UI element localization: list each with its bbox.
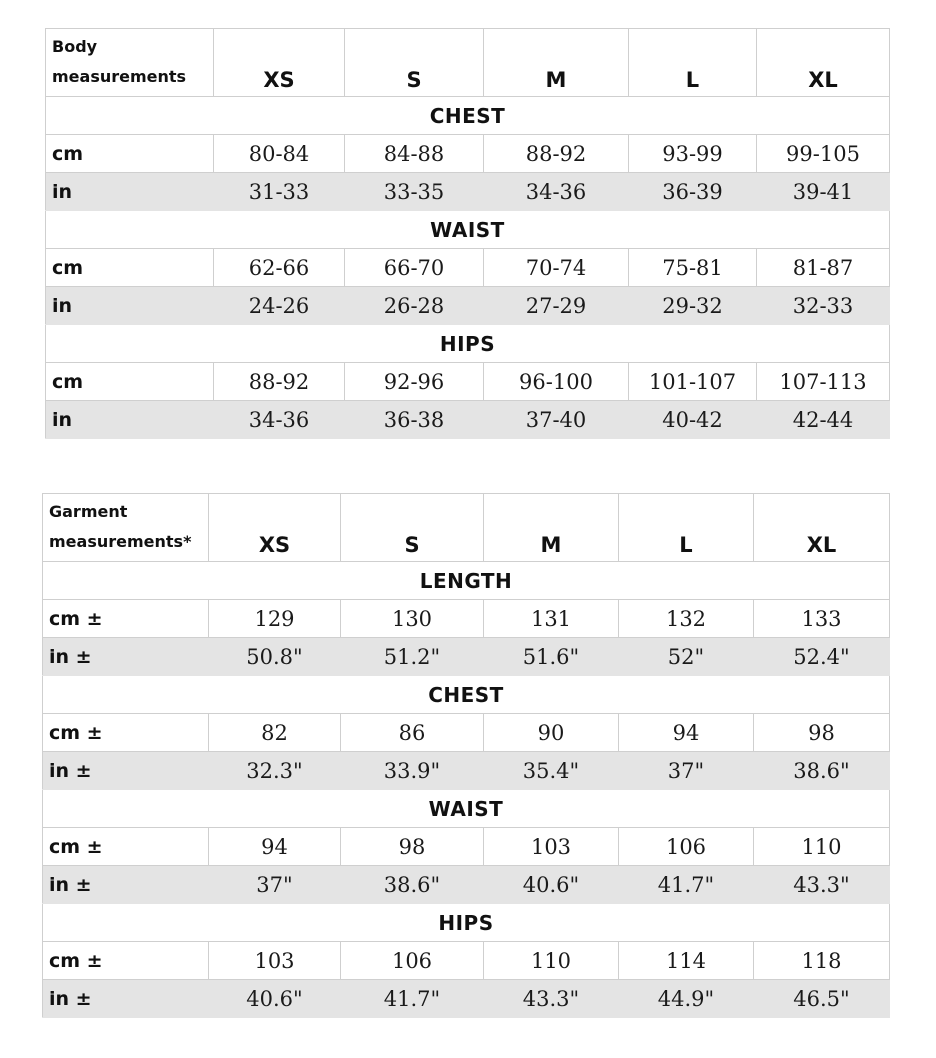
section-title-hips: HIPS xyxy=(43,904,890,942)
unit-label: cm ± xyxy=(43,942,209,980)
value-cell: 31-33 xyxy=(214,173,345,211)
header-label-line2: measurements* xyxy=(49,532,192,551)
table-row xyxy=(46,401,890,439)
value-cell: 36-39 xyxy=(629,173,757,211)
header-row xyxy=(43,494,890,562)
section-title-hips: HIPS xyxy=(46,325,890,363)
value-cell: 51.2" xyxy=(341,638,484,676)
unit-label: in xyxy=(46,173,214,211)
value-cell: 84-88 xyxy=(345,135,484,173)
section-title-chest: CHEST xyxy=(46,97,890,135)
size-header-s: S xyxy=(345,29,484,97)
value-cell: 106 xyxy=(341,942,484,980)
value-cell: 27-29 xyxy=(484,287,629,325)
value-cell: 103 xyxy=(209,942,341,980)
value-cell: 38.6" xyxy=(341,866,484,904)
value-cell: 86 xyxy=(341,714,484,752)
size-header-m: M xyxy=(484,29,629,97)
value-cell: 26-28 xyxy=(345,287,484,325)
value-cell: 94 xyxy=(619,714,754,752)
section-row xyxy=(43,790,890,828)
value-cell: 88-92 xyxy=(484,135,629,173)
value-cell: 96-100 xyxy=(484,363,629,401)
value-cell: 129 xyxy=(209,600,341,638)
value-cell: 98 xyxy=(754,714,890,752)
value-cell: 98 xyxy=(341,828,484,866)
value-cell: 36-38 xyxy=(345,401,484,439)
header-label-cell xyxy=(43,494,209,562)
table-row xyxy=(43,638,890,676)
value-cell: 107-113 xyxy=(757,363,890,401)
value-cell: 132 xyxy=(619,600,754,638)
size-header-m: M xyxy=(484,494,619,562)
value-cell: 37" xyxy=(619,752,754,790)
unit-label: in ± xyxy=(43,980,209,1018)
value-cell: 103 xyxy=(484,828,619,866)
header-label-line1: Garment xyxy=(49,502,128,521)
value-cell: 41.7" xyxy=(341,980,484,1018)
table-row xyxy=(46,249,890,287)
value-cell: 40.6" xyxy=(209,980,341,1018)
value-cell: 131 xyxy=(484,600,619,638)
section-title-chest: CHEST xyxy=(43,676,890,714)
value-cell: 82 xyxy=(209,714,341,752)
value-cell: 80-84 xyxy=(214,135,345,173)
value-cell: 88-92 xyxy=(214,363,345,401)
unit-label: cm xyxy=(46,135,214,173)
section-row xyxy=(43,904,890,942)
table-row xyxy=(46,363,890,401)
table-row xyxy=(43,866,890,904)
value-cell: 50.8" xyxy=(209,638,341,676)
value-cell: 92-96 xyxy=(345,363,484,401)
section-title-waist: WAIST xyxy=(46,211,890,249)
value-cell: 33-35 xyxy=(345,173,484,211)
unit-label: cm ± xyxy=(43,600,209,638)
table-row xyxy=(43,828,890,866)
value-cell: 110 xyxy=(754,828,890,866)
table-row xyxy=(43,942,890,980)
garment-measurements-body xyxy=(43,494,890,1018)
size-header-l: L xyxy=(629,29,757,97)
unit-label: cm xyxy=(46,363,214,401)
value-cell: 43.3" xyxy=(484,980,619,1018)
value-cell: 37-40 xyxy=(484,401,629,439)
value-cell: 110 xyxy=(484,942,619,980)
size-header-s: S xyxy=(341,494,484,562)
unit-label: in xyxy=(46,401,214,439)
value-cell: 43.3" xyxy=(754,866,890,904)
unit-label: cm ± xyxy=(43,714,209,752)
size-header-xs: XS xyxy=(214,29,345,97)
value-cell: 40-42 xyxy=(629,401,757,439)
value-cell: 33.9" xyxy=(341,752,484,790)
value-cell: 38.6" xyxy=(754,752,890,790)
value-cell: 133 xyxy=(754,600,890,638)
body-measurements-body xyxy=(46,29,890,439)
size-header-l: L xyxy=(619,494,754,562)
unit-label: in ± xyxy=(43,866,209,904)
value-cell: 81-87 xyxy=(757,249,890,287)
value-cell: 35.4" xyxy=(484,752,619,790)
value-cell: 34-36 xyxy=(214,401,345,439)
header-label-line2: measurements xyxy=(52,67,187,86)
value-cell: 118 xyxy=(754,942,890,980)
section-row xyxy=(43,676,890,714)
value-cell: 94 xyxy=(209,828,341,866)
value-cell: 62-66 xyxy=(214,249,345,287)
value-cell: 34-36 xyxy=(484,173,629,211)
size-header-xs: XS xyxy=(209,494,341,562)
header-label-cell xyxy=(46,29,214,97)
size-header-xl: XL xyxy=(757,29,890,97)
section-title-waist: WAIST xyxy=(43,790,890,828)
value-cell: 90 xyxy=(484,714,619,752)
value-cell: 130 xyxy=(341,600,484,638)
header-row xyxy=(46,29,890,97)
section-title-length: LENGTH xyxy=(43,562,890,600)
table-row xyxy=(43,600,890,638)
unit-label: cm ± xyxy=(43,828,209,866)
section-row xyxy=(43,562,890,600)
unit-label: in xyxy=(46,287,214,325)
size-header-xl: XL xyxy=(754,494,890,562)
value-cell: 32.3" xyxy=(209,752,341,790)
value-cell: 40.6" xyxy=(484,866,619,904)
value-cell: 52" xyxy=(619,638,754,676)
value-cell: 39-41 xyxy=(757,173,890,211)
value-cell: 37" xyxy=(209,866,341,904)
value-cell: 46.5" xyxy=(754,980,890,1018)
table-row xyxy=(46,135,890,173)
section-row xyxy=(46,97,890,135)
value-cell: 52.4" xyxy=(754,638,890,676)
table-row xyxy=(43,752,890,790)
value-cell: 51.6" xyxy=(484,638,619,676)
value-cell: 99-105 xyxy=(757,135,890,173)
value-cell: 32-33 xyxy=(757,287,890,325)
value-cell: 24-26 xyxy=(214,287,345,325)
unit-label: in ± xyxy=(43,752,209,790)
value-cell: 66-70 xyxy=(345,249,484,287)
value-cell: 106 xyxy=(619,828,754,866)
unit-label: cm xyxy=(46,249,214,287)
header-label-line1: Body xyxy=(52,37,98,56)
value-cell: 75-81 xyxy=(629,249,757,287)
value-cell: 93-99 xyxy=(629,135,757,173)
table-row xyxy=(46,287,890,325)
table-row xyxy=(46,173,890,211)
value-cell: 101-107 xyxy=(629,363,757,401)
value-cell: 114 xyxy=(619,942,754,980)
table-row xyxy=(43,980,890,1018)
body-measurements-table xyxy=(45,28,890,439)
garment-measurements-table xyxy=(42,493,890,1018)
value-cell: 29-32 xyxy=(629,287,757,325)
section-row xyxy=(46,325,890,363)
unit-label: in ± xyxy=(43,638,209,676)
value-cell: 70-74 xyxy=(484,249,629,287)
value-cell: 41.7" xyxy=(619,866,754,904)
value-cell: 44.9" xyxy=(619,980,754,1018)
value-cell: 42-44 xyxy=(757,401,890,439)
table-row xyxy=(43,714,890,752)
section-row xyxy=(46,211,890,249)
